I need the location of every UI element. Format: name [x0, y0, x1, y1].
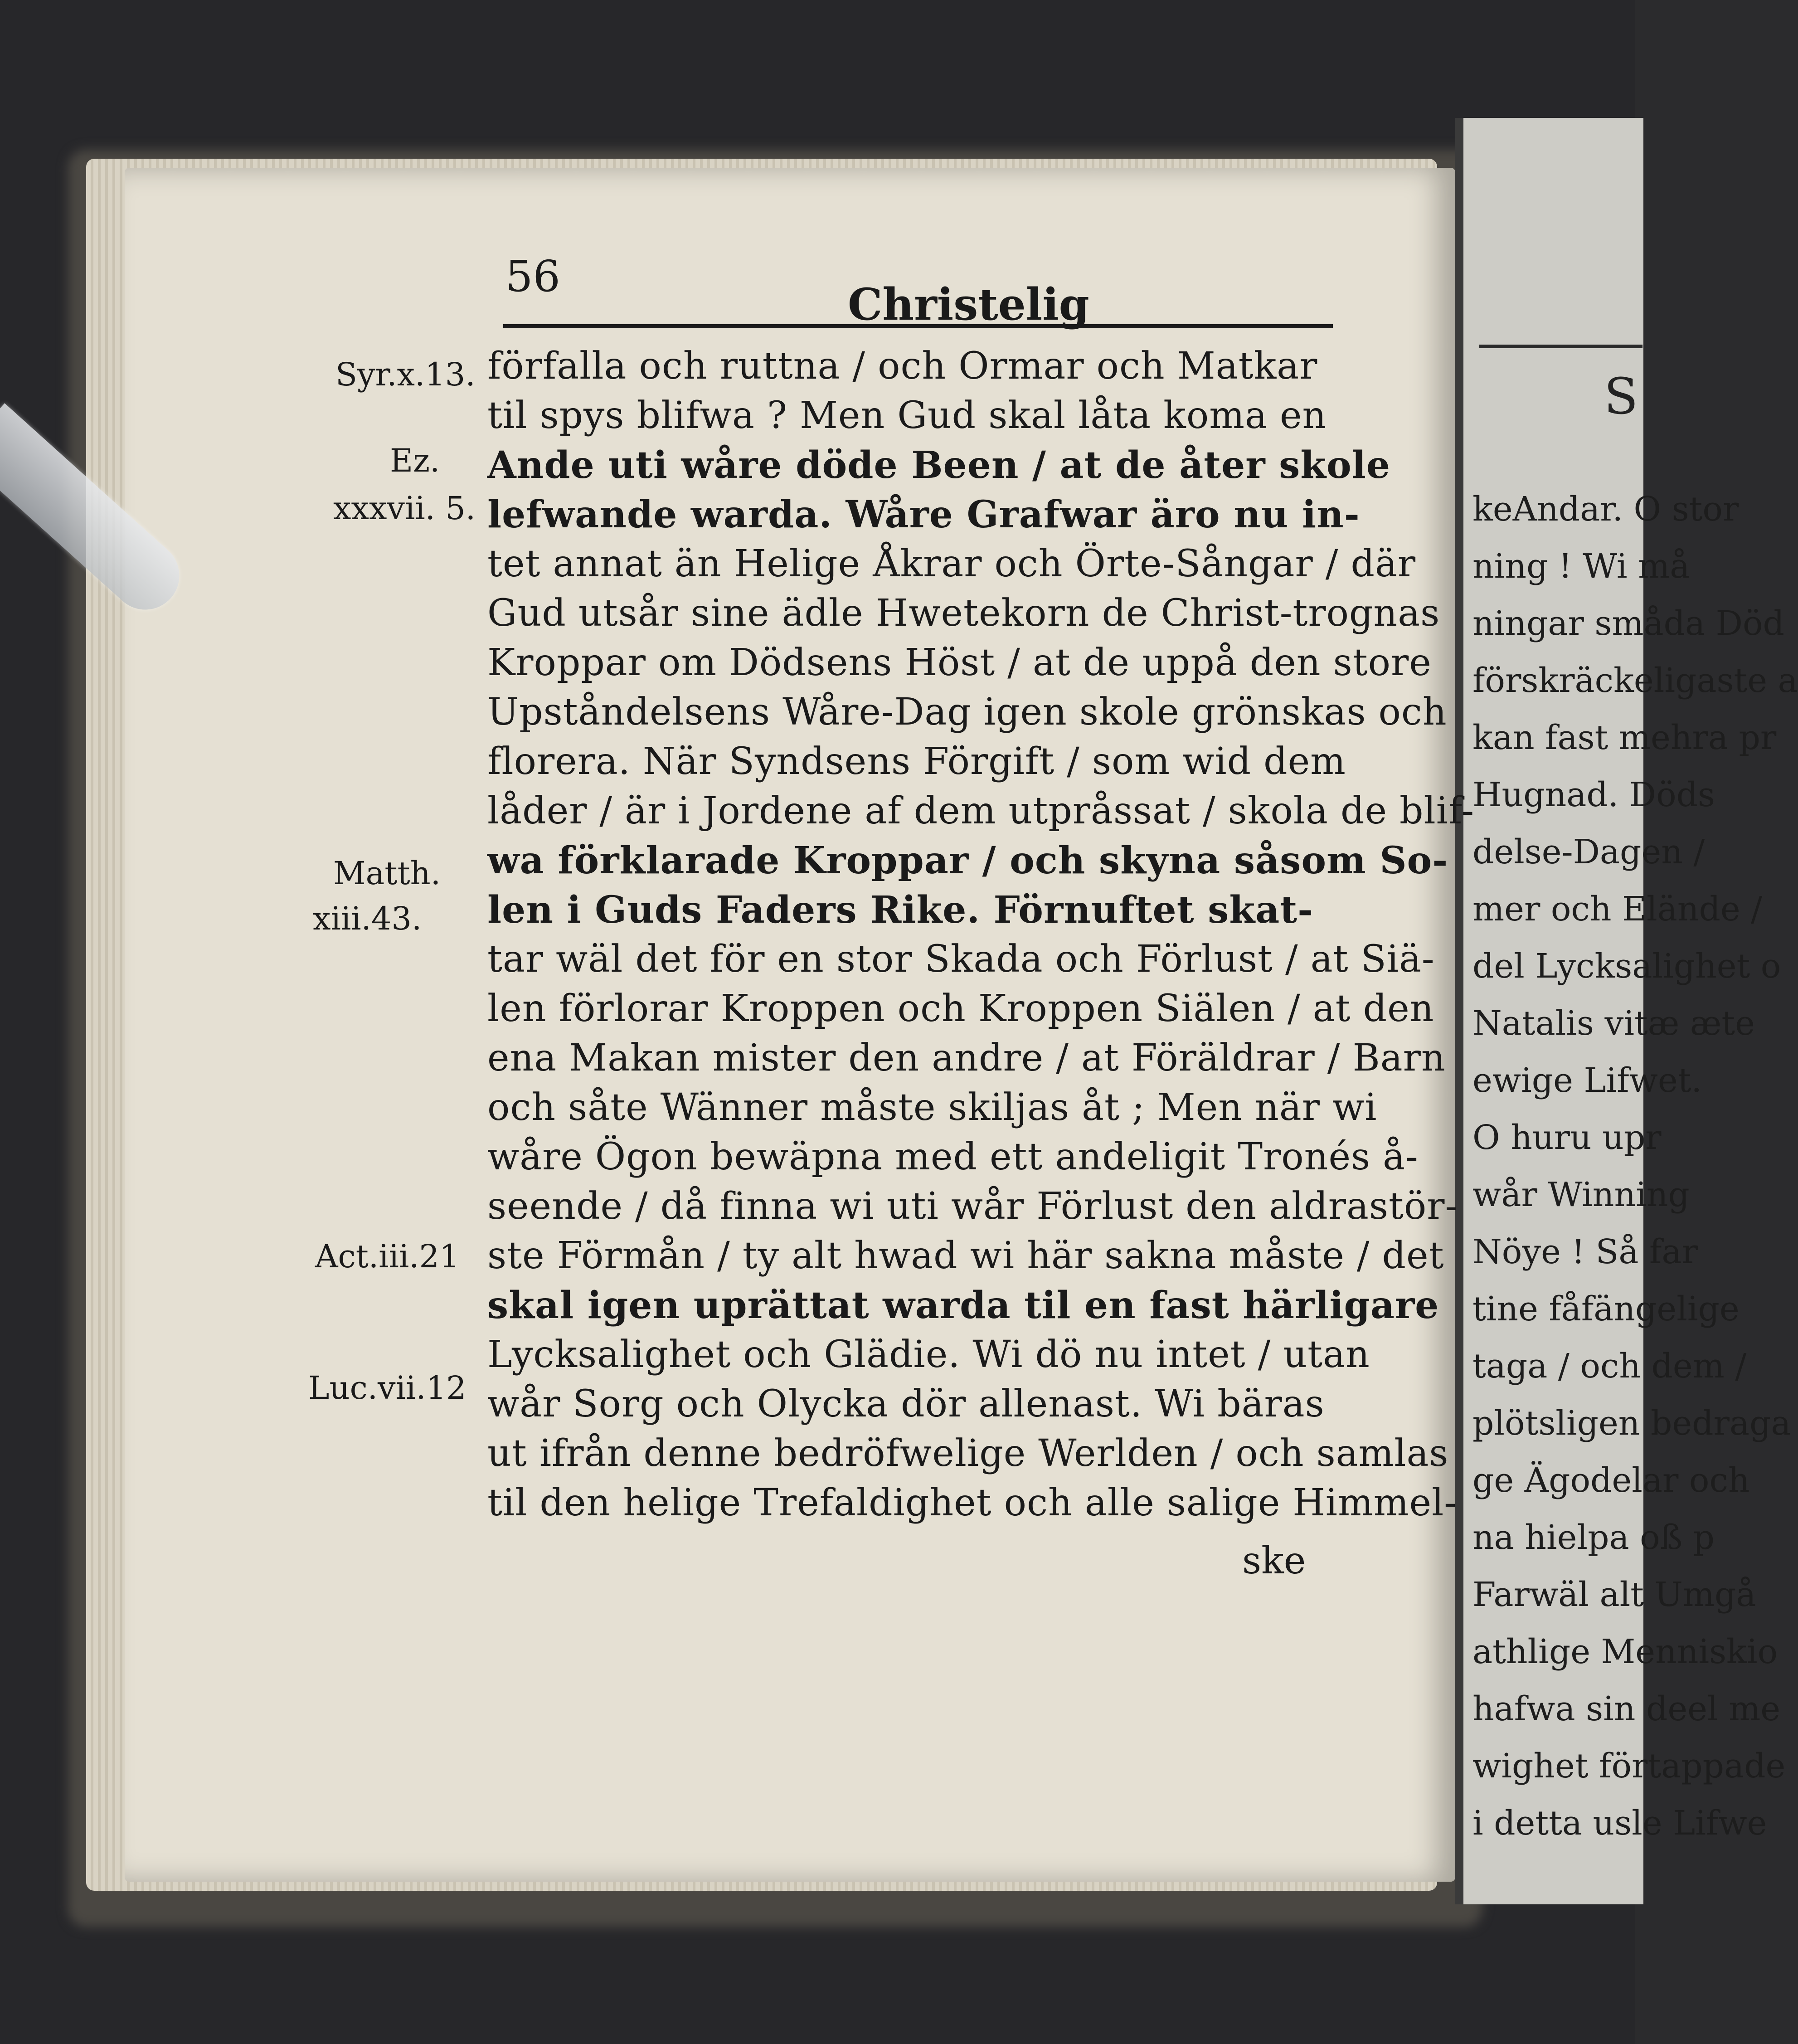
text-line: len förlorar Kroppen och Kroppen Siälen / at den [487, 987, 1434, 1030]
facing-page-line: keAndar. O stor [1472, 490, 1739, 529]
margin-ref-matth: Matth. [333, 855, 441, 892]
text-line: wåre Ögon bewäpna med ett andeligit Tronés å- [487, 1135, 1419, 1178]
facing-page [1455, 118, 1798, 1904]
text-line: tar wäl det för en stor Skada och Förlust / at Siä- [487, 938, 1435, 981]
facing-page-line: kan fast mehra pr [1472, 718, 1777, 757]
text-line: och såte Wänner måste skiljas åt ; Men när wi [487, 1086, 1377, 1129]
facing-page-line: wår Winning [1472, 1175, 1690, 1214]
facing-page-header: S [1604, 367, 1638, 425]
text-line: förfalla och ruttna / och Ormar och Matkar [487, 345, 1318, 388]
margin-ref-act: Act.iii.21 [315, 1238, 460, 1275]
facing-page-line: Nöye ! Så far [1472, 1232, 1698, 1271]
facing-page-line: ning ! Wi må [1472, 547, 1690, 586]
text-line: låder / är i Jordene af dem utpråssat / skola de blif- [487, 789, 1475, 832]
facing-page-line: na hielpa oß p [1472, 1518, 1715, 1557]
text-line: lefwande warda. Wåre Grafwar äro nu in- [487, 493, 1360, 536]
facing-page-line: ge Ägodelar och [1472, 1461, 1750, 1500]
margin-ref-syr: Syr.x.13. [335, 356, 476, 393]
text-line: seende / då finna wi uti wår Förlust den aldrastör- [487, 1185, 1458, 1228]
text-line: len i Guds Faders Rike. Förnuftet skat- [487, 888, 1314, 932]
facing-page-line: taga / och dem / [1472, 1347, 1747, 1386]
header-rule [503, 324, 1333, 328]
text-line: Lycksalighet och Glädie. Wi dö nu intet / utan [487, 1333, 1370, 1376]
text-line: ena Makan mister den andre / at Föräldrar / Barn [487, 1037, 1446, 1080]
facing-page-line: plötsligen bedraga [1472, 1404, 1791, 1443]
text-line: wår Sorg och Olycka dör allenast. Wi bäras [487, 1382, 1325, 1426]
margin-ref-luc: Luc.vii.12 [308, 1369, 467, 1406]
text-line: Upståndelsens Wåre-Dag igen skole grönskas och [487, 691, 1447, 734]
facing-page-line: ewige Lifwet. [1472, 1061, 1702, 1100]
facing-page-line: del Lycksalighet o [1472, 947, 1781, 986]
text-line: ut ifrån denne bedröfwelige Werlden / och samlas [487, 1432, 1449, 1475]
text-line: Ande uti wåre döde Been / at de åter skole [487, 443, 1391, 487]
text-line: til spys blifwa ? Men Gud skal låta koma en [487, 394, 1327, 437]
facing-page-line: Natalis vitæ æte [1472, 1004, 1755, 1043]
facing-page-line: wighet förtappade [1472, 1747, 1786, 1786]
facing-page-line: tine fåfängelige [1472, 1290, 1740, 1329]
facing-page-line: O huru upr [1472, 1118, 1662, 1157]
margin-ref-ez-verse: xxxvii. 5. [333, 490, 476, 527]
margin-ref-matth-verse: xiii.43. [313, 900, 422, 937]
facing-page-line: Farwäl alt Umgå [1472, 1575, 1756, 1614]
text-line: skal igen uprättat warda til en fast härligare [487, 1284, 1439, 1327]
text-line: ste Förmån / ty alt hwad wi här sakna måste / det [487, 1234, 1444, 1277]
text-line: tet annat än Helige Åkrar och Örte-Sångar / där [487, 542, 1416, 585]
page-number: 56 [505, 252, 560, 302]
text-line: florera. När Syndsens Förgift / som wid dem [487, 740, 1346, 783]
facing-page-line: hafwa sin deel me [1472, 1689, 1781, 1728]
running-head: Christelig [848, 279, 1089, 330]
text-line: Kroppar om Dödsens Höst / at de uppå den store [487, 641, 1432, 684]
facing-page-line: ningar småda Död [1472, 604, 1784, 643]
text-line: wa förklarade Kroppar / och skyna såsom So- [487, 839, 1448, 882]
margin-ref-ez: Ez. [390, 442, 440, 479]
facing-page-line: Hugnad. Döds [1472, 775, 1715, 814]
facing-page-line: delse-Dagen / [1472, 832, 1705, 871]
catchword: ske [1242, 1539, 1306, 1582]
text-line: Gud utsår sine ädle Hwetekorn de Christ-trognas [487, 592, 1440, 635]
text-line: til den helige Trefaldighet och alle salige Himmel- [487, 1481, 1457, 1524]
facing-page-line: i detta usle Lifwe [1472, 1804, 1767, 1843]
facing-page-rule [1479, 345, 1642, 348]
facing-page-line: athlige Menniskio [1472, 1632, 1778, 1671]
facing-page-line: förskräckeligaste a [1472, 661, 1798, 700]
facing-page-line: mer och Elände / [1472, 890, 1763, 929]
